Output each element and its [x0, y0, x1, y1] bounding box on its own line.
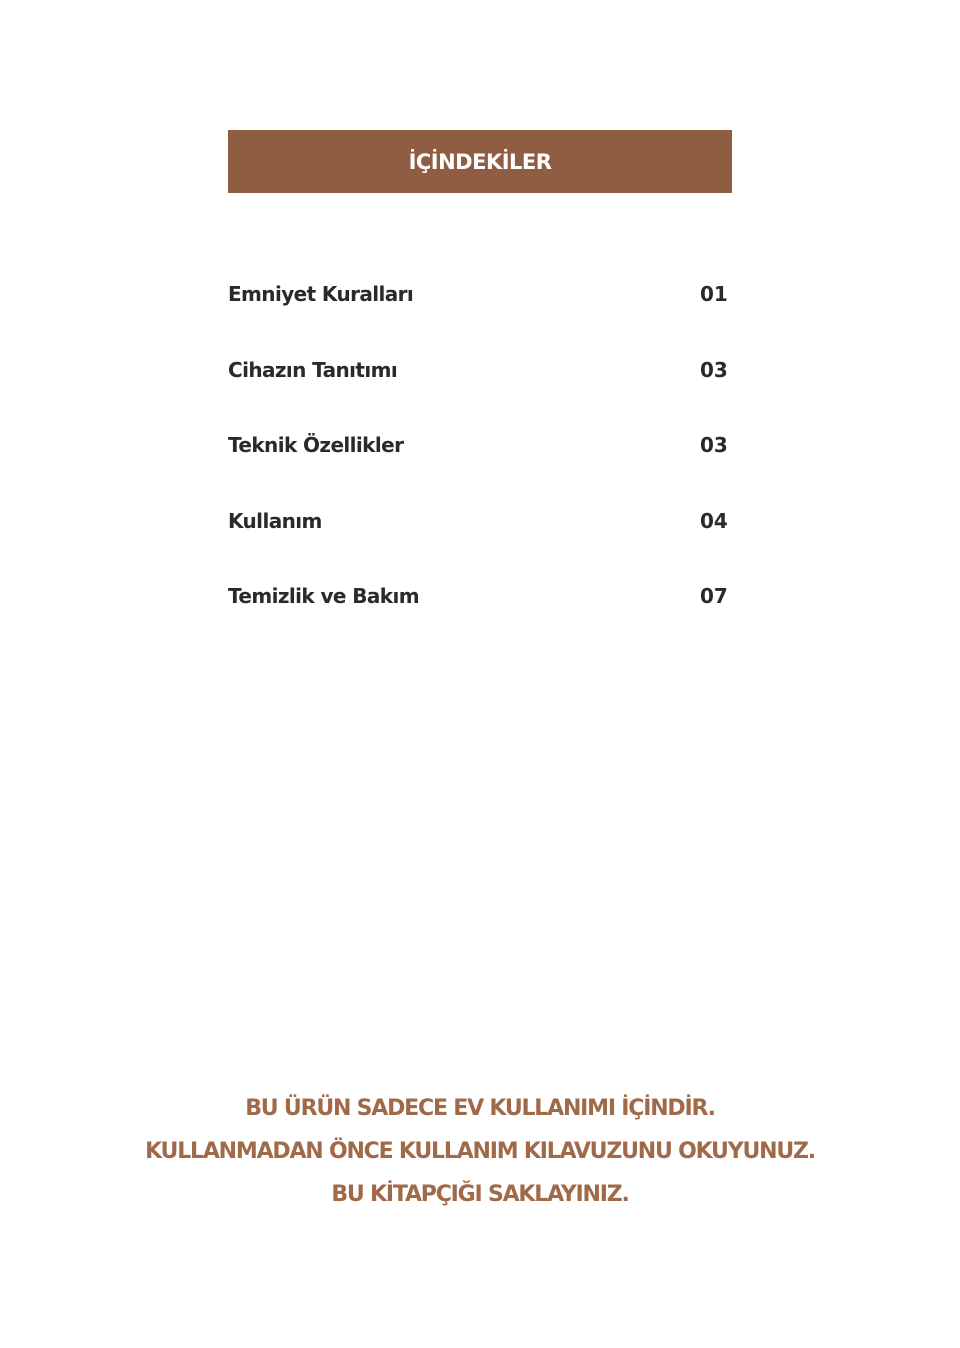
- contents-header-bar: [228, 130, 732, 193]
- toc-entry-device-introduction[interactable]: [228, 354, 732, 386]
- toc-entry-page-number: 07: [700, 584, 728, 608]
- toc-entry-usage[interactable]: [228, 505, 732, 537]
- table-of-contents: [228, 278, 732, 656]
- notice-line-keep-booklet: BU KİTAPÇIĞI SAKLAYINIZ.: [331, 1182, 629, 1207]
- toc-entry-label: Cihazın Tanıtımı: [228, 357, 398, 382]
- toc-entry-safety-rules[interactable]: [228, 278, 732, 310]
- usage-notice: [0, 1087, 960, 1216]
- notice-line-read-manual: KULLANMADAN ÖNCE KULLANIM KILAVUZUNU OKUYUNUZ.: [145, 1139, 815, 1164]
- toc-entry-page-number: 01: [700, 282, 728, 306]
- toc-entry-label: Teknik Özellikler: [228, 433, 404, 457]
- toc-entry-page-number: 04: [700, 508, 728, 533]
- toc-entry-label: Emniyet Kuralları: [228, 282, 414, 306]
- notice-line-home-use: BU ÜRÜN SADECE EV KULLANIMI İÇİNDİR.: [245, 1096, 715, 1121]
- toc-entry-technical-specs[interactable]: [228, 429, 732, 461]
- toc-entry-page-number: 03: [700, 357, 728, 382]
- toc-entry-cleaning-maintenance[interactable]: [228, 580, 732, 612]
- toc-entry-label: Temizlik ve Bakım: [228, 584, 419, 608]
- toc-entry-page-number: 03: [700, 433, 728, 457]
- contents-title: İÇİNDEKİLER: [408, 149, 552, 174]
- toc-entry-label: Kullanım: [228, 508, 322, 533]
